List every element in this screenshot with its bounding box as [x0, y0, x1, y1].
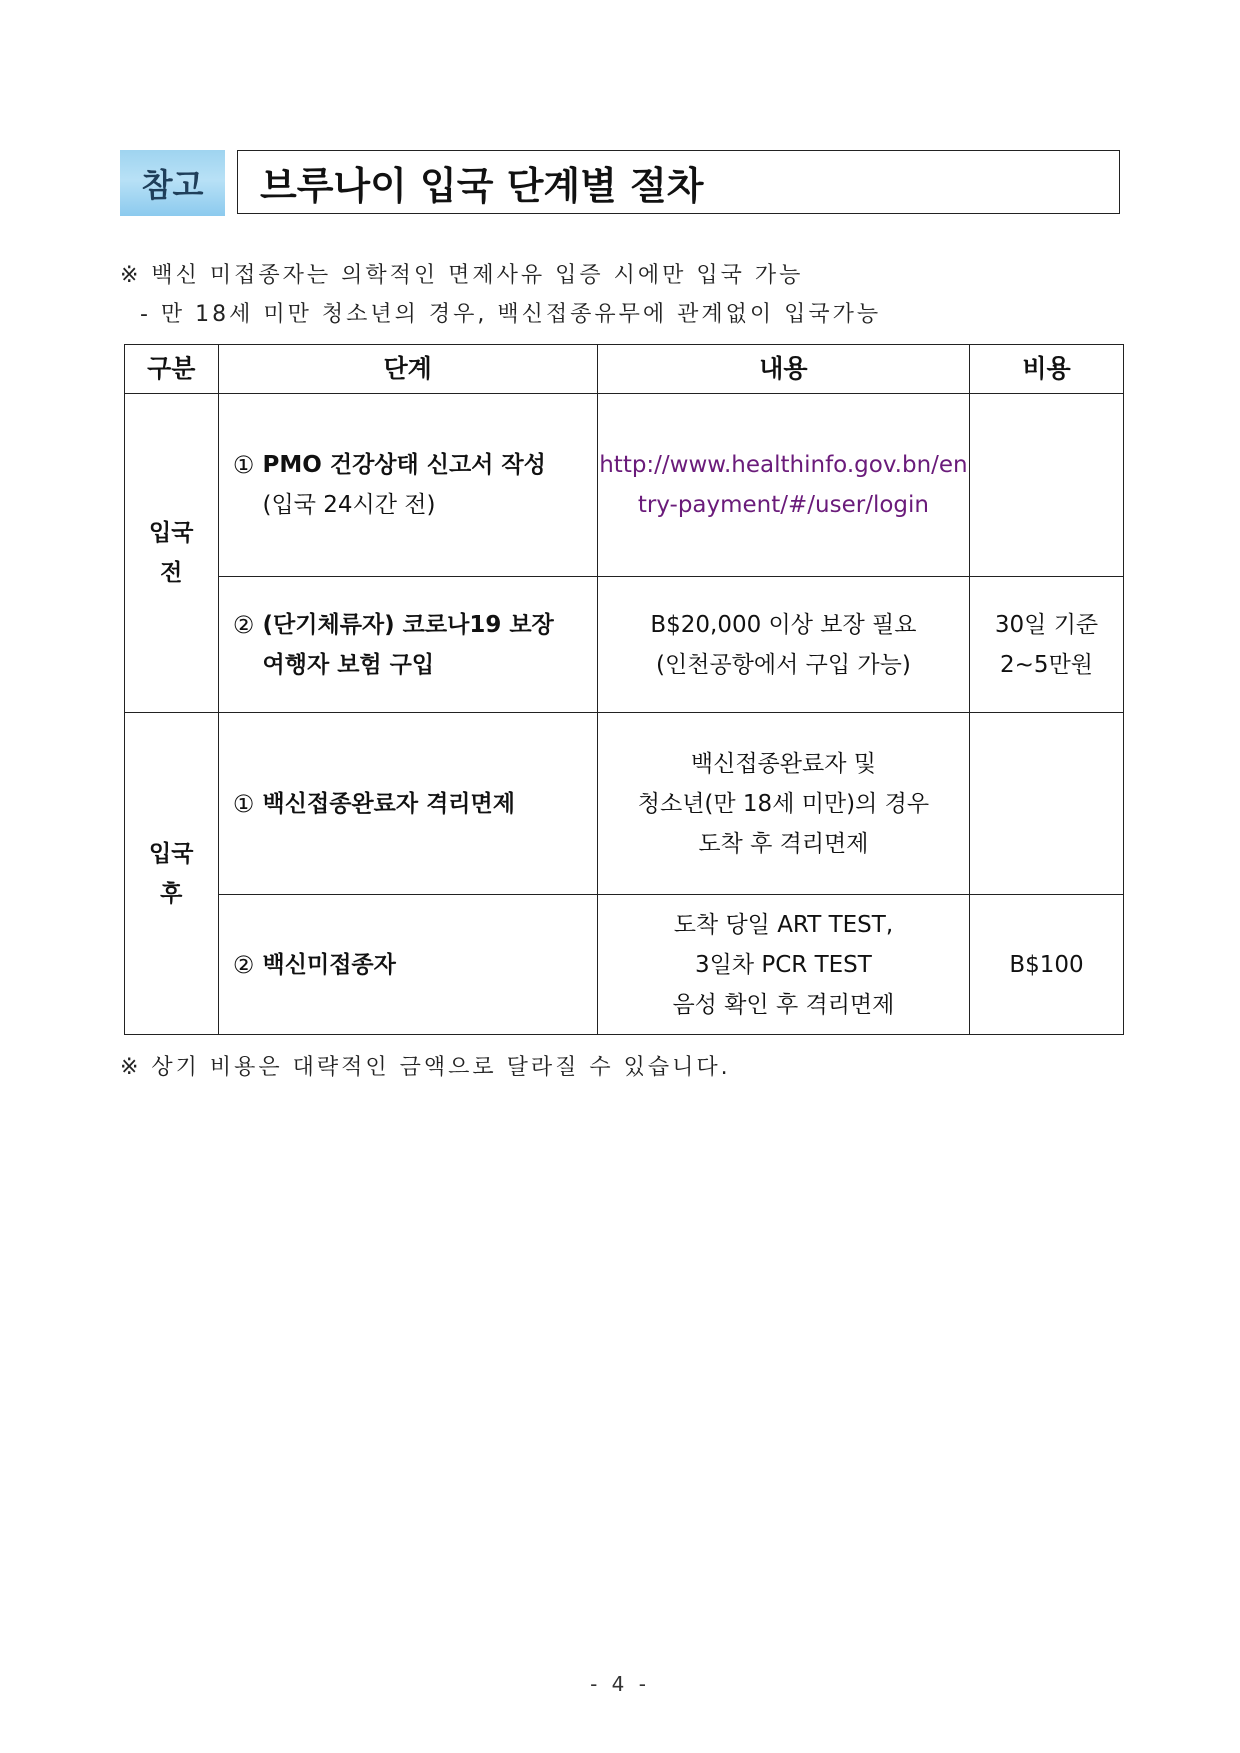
header-content: 내용: [597, 345, 969, 394]
health-form-link[interactable]: http://www.healthinfo.gov.bn/en try-payment/#/user/login: [597, 394, 969, 577]
cost-cell: [970, 713, 1124, 895]
step-number: ①: [232, 451, 255, 479]
step-cell: ② (단기체류자) 코로나19 보장 여행자 보험 구입: [218, 577, 597, 713]
header-step: 단계: [218, 345, 597, 394]
procedure-table: [124, 344, 1124, 1035]
header-cost: 비용: [970, 345, 1124, 394]
content-cell: B$20,000 이상 보장 필요 (인천공항에서 구입 가능): [597, 577, 969, 713]
cost-cell: [970, 394, 1124, 577]
category-after-entry: 입국 후: [125, 713, 219, 1035]
reference-badge: 참고: [120, 150, 225, 216]
table-row: [125, 895, 1124, 1035]
step-cell: ② 백신미접종자: [218, 895, 597, 1035]
category-before-entry: 입국 전: [125, 394, 219, 713]
table-row: [125, 713, 1124, 895]
step-number: ②: [232, 950, 255, 979]
note-line-1: ※ 백신 미접종자는 의학적인 면제사유 입증 시에만 입국 가능: [120, 263, 804, 288]
cost-cell: B$100: [970, 895, 1124, 1035]
cost-cell: 30일 기준 2~5만원: [970, 577, 1124, 713]
table-header-row: [125, 345, 1124, 394]
step-cell: ① 백신접종완료자 격리면제: [218, 713, 597, 895]
note-line-2: - 만 18세 미만 청소년의 경우, 백신접종유무에 관계없이 입국가능: [140, 302, 882, 327]
step-cell: ① PMO 건강상태 신고서 작성 (입국 24시간 전): [218, 394, 597, 577]
step-number: ②: [232, 610, 255, 639]
content-cell: 도착 당일 ART TEST, 3일차 PCR TEST 음성 확인 후 격리면제: [597, 895, 969, 1035]
table-row: [125, 577, 1124, 713]
step-number: ①: [232, 789, 255, 818]
content-cell: 백신접종완료자 및 청소년(만 18세 미만)의 경우 도착 후 격리면제: [597, 713, 969, 895]
footnote: ※ 상기 비용은 대략적인 금액으로 달라질 수 있습니다.: [120, 1055, 731, 1080]
section-header: [120, 150, 1122, 216]
page-number: - 4 -: [590, 1672, 650, 1696]
header-category: 구분: [125, 345, 219, 394]
page-title: 브루나이 입국 단계별 절차: [237, 150, 1120, 214]
table-row: [125, 394, 1124, 577]
